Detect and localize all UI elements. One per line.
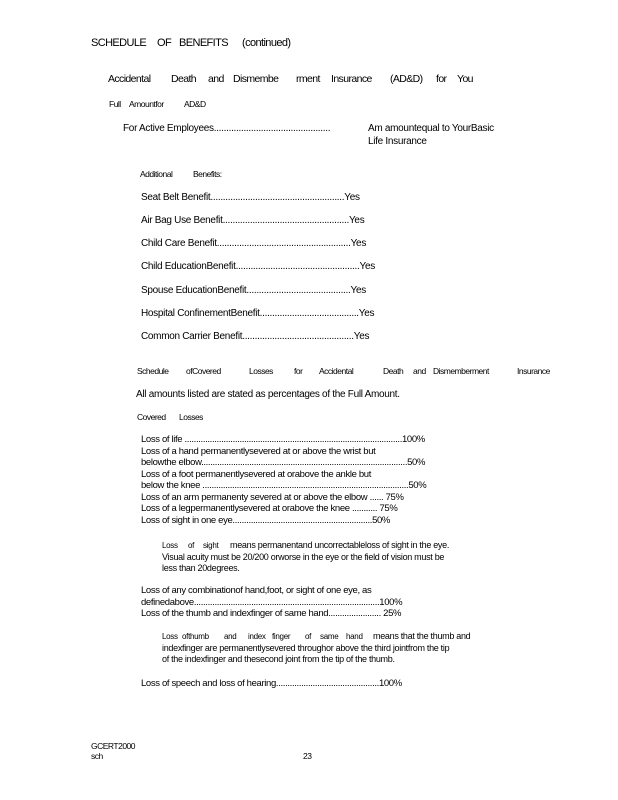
benefit-label: Seat Belt Benefit bbox=[141, 192, 211, 203]
benefit-row bbox=[141, 284, 366, 297]
loss-item: Loss of a foot permanentlysevered at orabove the ankle but bbox=[141, 468, 372, 480]
note-word: finger bbox=[272, 632, 291, 641]
loss-item: Loss of life ...............................................................................................100% bbox=[141, 434, 425, 445]
leader-dots: ............................................. bbox=[242, 331, 354, 342]
note-word: Loss bbox=[162, 632, 178, 641]
note-text: of the indexfinger and thesecond joint from the tip of the thumb. bbox=[162, 654, 395, 664]
benefit-row bbox=[141, 260, 375, 273]
loss-item: Loss of a legpermanentlysevered at orabove the knee ........... 75% bbox=[141, 503, 398, 514]
benefit-label: Child Care Benefit bbox=[141, 238, 217, 249]
benefit-row bbox=[141, 214, 364, 227]
note-text: Visual acuity must be 20/200 orworse in the eye or the field of vision must be bbox=[162, 551, 445, 562]
loss-item-continued: definedabove.................................................................................100% bbox=[141, 596, 403, 608]
leader-dots: ...................................................... bbox=[210, 192, 345, 203]
leader-dots: ........................................ bbox=[259, 308, 359, 319]
heading-word: BENEFITS bbox=[179, 37, 228, 49]
benefit-value: Yes bbox=[359, 261, 375, 272]
benefit-label: Air Bag Use Benefit bbox=[141, 215, 223, 226]
heading-word: SCHEDULE bbox=[91, 37, 147, 49]
active-employees-value bbox=[368, 122, 494, 148]
footer-code: GCERT2000 bbox=[91, 741, 136, 751]
schedule-heading bbox=[137, 366, 550, 376]
benefit-label: Hospital ConfinementBenefit bbox=[141, 308, 260, 319]
note-word: hand bbox=[346, 632, 363, 641]
heading-word: Covered bbox=[137, 412, 166, 422]
leader-dots: ............................................... bbox=[213, 123, 331, 134]
title-word: Accidental bbox=[108, 73, 151, 85]
note-text: less than 20degrees. bbox=[162, 563, 240, 573]
section-title bbox=[108, 73, 473, 85]
note-text: means permanentand uncorrectableloss of sight in the eye. bbox=[230, 540, 450, 550]
loss-item: Loss of speech and loss of hearing.............................................100% bbox=[141, 678, 402, 689]
label-word: AD&D bbox=[184, 99, 206, 109]
benefit-label: Child EducationBenefit bbox=[141, 261, 236, 272]
additional-benefits-heading bbox=[140, 169, 222, 179]
covered-losses-heading bbox=[137, 412, 203, 422]
note-text: indexfinger are permanentlysevered throughor above the third jointfrom the tip bbox=[162, 642, 450, 653]
benefit-row bbox=[141, 191, 360, 204]
title-word: rment bbox=[296, 73, 320, 85]
label-word: Benefits: bbox=[193, 169, 222, 179]
heading-word: for bbox=[294, 366, 303, 376]
benefit-label: Spouse EducationBenefit bbox=[141, 285, 247, 296]
benefit-value: Yes bbox=[348, 215, 365, 226]
title-word: Dismembe bbox=[233, 73, 279, 85]
loss-item-continued: below the knee ..........................................................................................50% bbox=[141, 480, 427, 491]
note-word: sight bbox=[203, 541, 219, 550]
note-word: of bbox=[305, 632, 312, 641]
heading-word: and bbox=[413, 366, 426, 376]
heading-word: Dismemberment bbox=[433, 366, 489, 376]
footer-code-block bbox=[91, 741, 135, 761]
note-word: same bbox=[320, 632, 339, 641]
loss-item: Loss of an arm permanenty severed at or above the elbow ...... 75% bbox=[141, 491, 404, 503]
thumb-definition-note bbox=[162, 631, 470, 666]
page-heading bbox=[91, 37, 290, 49]
label-word: Additional bbox=[140, 169, 173, 179]
heading-word: Accidental bbox=[319, 366, 354, 376]
active-employees-row bbox=[123, 122, 330, 135]
benefit-value: Yes bbox=[344, 192, 360, 203]
note-word: of bbox=[188, 541, 195, 550]
benefit-value: Yes bbox=[350, 285, 366, 296]
loss-item: Loss of sight in one eye.............................................................50% bbox=[141, 514, 391, 526]
leader-dots: .......................................... bbox=[246, 285, 351, 296]
losses-list bbox=[141, 434, 426, 526]
heading-word: Insurance bbox=[517, 366, 550, 376]
sight-definition-note bbox=[162, 540, 449, 575]
value-line: Life Insurance bbox=[368, 136, 427, 147]
full-amount-label bbox=[109, 99, 206, 109]
note-word: ofthumb bbox=[182, 632, 209, 641]
loss-item: Loss of a hand permanentlysevered at or above the wrist but bbox=[141, 445, 376, 457]
all-amounts-statement: All amounts listed are stated as percentages of the Full Amount. bbox=[136, 389, 400, 400]
label-word: Amountfor bbox=[129, 99, 164, 109]
benefit-value: Yes bbox=[358, 308, 375, 319]
page-number: 23 bbox=[303, 751, 312, 761]
losses-list-2 bbox=[141, 585, 402, 620]
leader-dots: .................................................. bbox=[235, 261, 360, 272]
benefit-value: Yes bbox=[350, 238, 367, 249]
value-line: Am amountequal to YourBasic bbox=[368, 123, 494, 134]
loss-item-continued: belowthe elbow..........................................................................................50% bbox=[141, 457, 426, 468]
loss-item: Loss of the thumb and indexfinger of same hand....................... 25% bbox=[141, 608, 402, 619]
heading-word: Death bbox=[383, 366, 404, 376]
active-employees-label: For Active Employees bbox=[123, 123, 214, 134]
benefit-value: Yes bbox=[353, 331, 370, 342]
heading-word: ofCovered bbox=[186, 366, 221, 376]
note-word: and bbox=[224, 632, 237, 641]
heading-word: Losses bbox=[179, 412, 203, 422]
benefit-row bbox=[141, 307, 374, 320]
leader-dots: ...................................................... bbox=[216, 238, 351, 249]
heading-word: OF bbox=[157, 37, 172, 49]
title-word: You bbox=[457, 73, 473, 85]
note-word: index bbox=[248, 632, 266, 641]
title-word: and bbox=[208, 73, 224, 85]
benefit-row bbox=[141, 237, 366, 250]
leader-dots: ................................................... bbox=[222, 215, 349, 226]
benefit-label: Common Carrier Benefit bbox=[141, 331, 243, 342]
heading-continued: (continued) bbox=[242, 37, 291, 49]
footer-sub: sch bbox=[91, 751, 103, 761]
title-word: for bbox=[436, 73, 447, 85]
heading-word: Schedule bbox=[137, 366, 169, 376]
benefit-row bbox=[141, 330, 369, 343]
title-word: Insurance bbox=[331, 73, 372, 85]
note-text: means that the thumb and bbox=[373, 631, 471, 641]
title-word: Death bbox=[171, 73, 197, 85]
note-word: Loss bbox=[162, 541, 178, 550]
label-word: Full bbox=[109, 99, 121, 109]
heading-word: Losses bbox=[249, 366, 273, 376]
title-word: (AD&D) bbox=[390, 73, 423, 85]
loss-item: Loss of any combinationof hand,foot, or sight of one eye, as bbox=[141, 585, 372, 596]
